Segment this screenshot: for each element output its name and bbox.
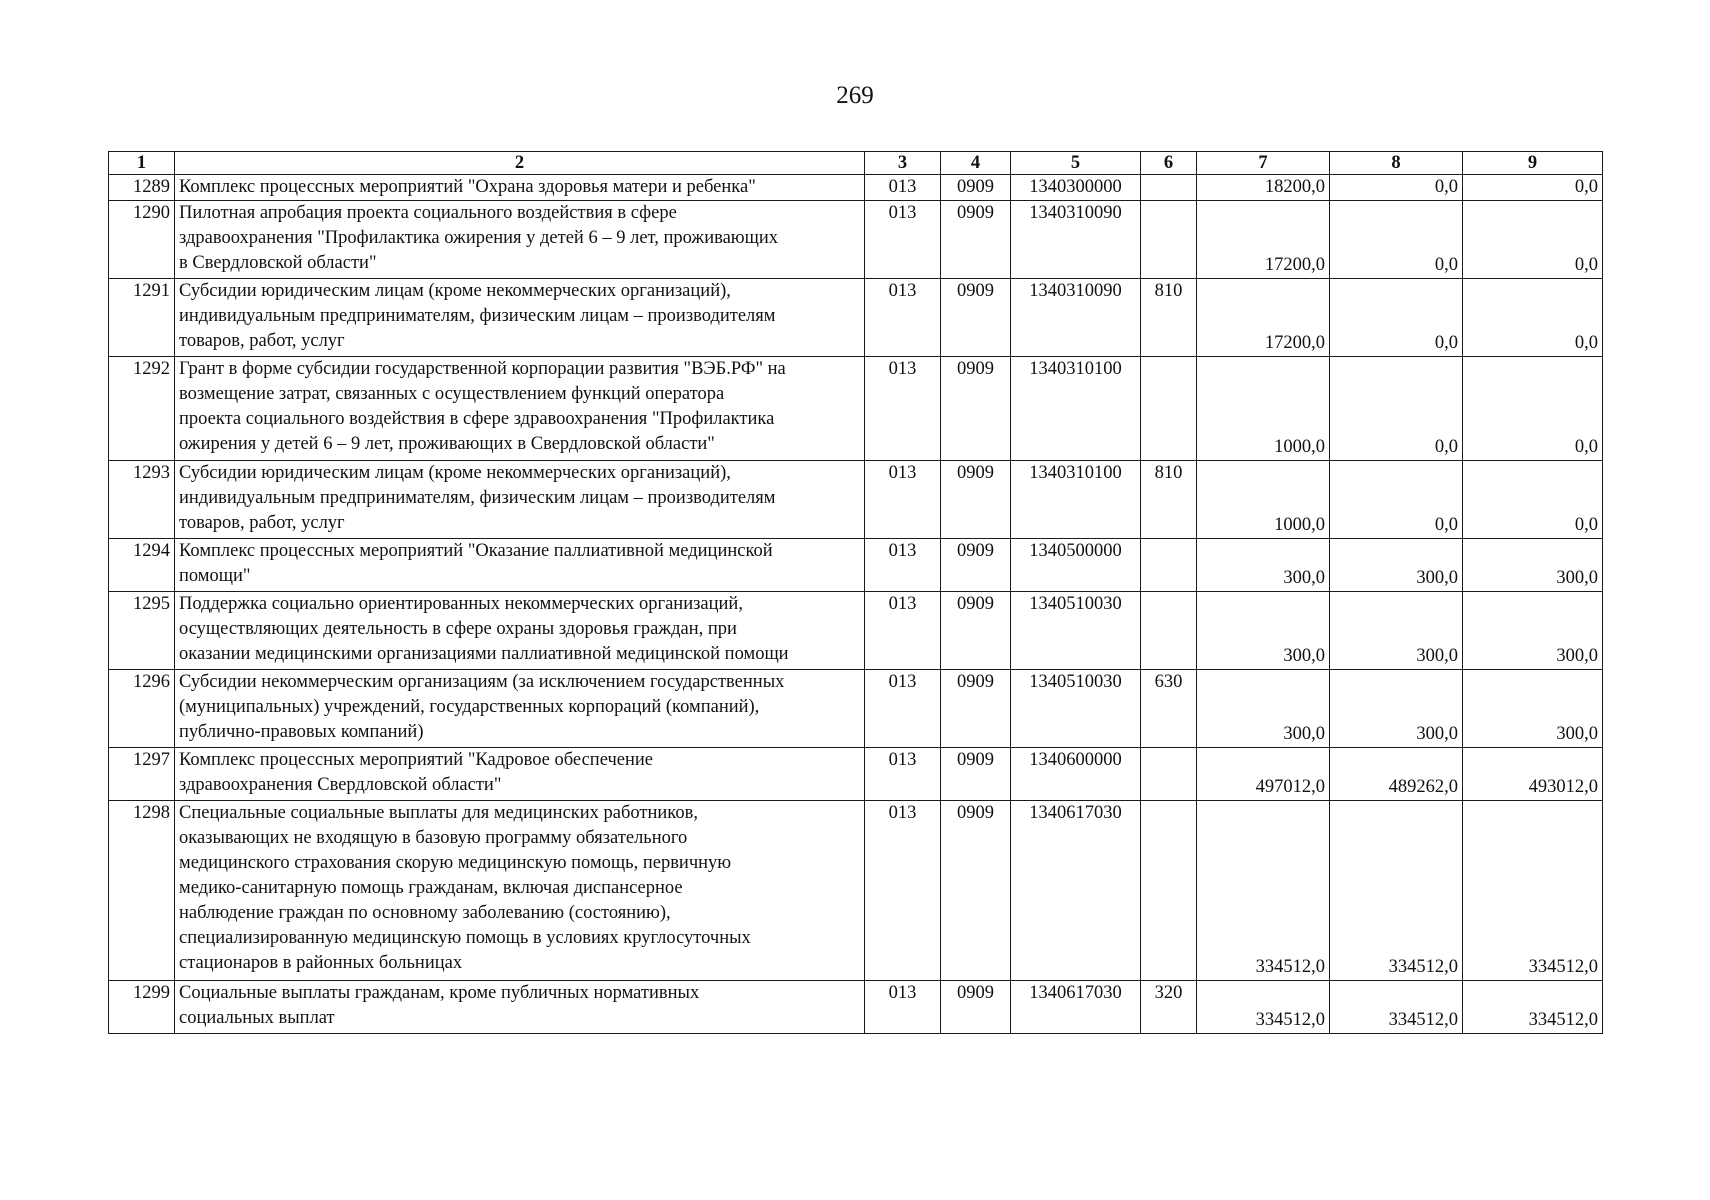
table-row	[109, 201, 1603, 279]
amount-year3-cell: 0,0	[1463, 175, 1603, 201]
section-code-cell: 0909	[941, 461, 1011, 539]
target-article-cell: 1340617030	[1011, 981, 1141, 1034]
section-code-cell: 0909	[941, 279, 1011, 357]
amount-year2-cell: 0,0	[1330, 357, 1463, 461]
column-header: 3	[865, 152, 941, 175]
row-number-cell: 1294	[109, 539, 175, 592]
row-number-cell: 1299	[109, 981, 175, 1034]
target-article-cell: 1340617030	[1011, 801, 1141, 981]
amount-year3-cell: 0,0	[1463, 357, 1603, 461]
description-cell: Пилотная апробация проекта социального воздействия в сфере здравоохранения "Профилактика ожирения у детей 6 – 9 лет, проживающих в Свердловской области"	[175, 201, 865, 279]
amount-year2-cell: 0,0	[1330, 461, 1463, 539]
expense-type-cell: 810	[1141, 461, 1197, 539]
amount-year2-cell: 0,0	[1330, 201, 1463, 279]
amount-year1-cell: 300,0	[1197, 539, 1330, 592]
amount-year3-cell: 0,0	[1463, 461, 1603, 539]
description-cell: Грант в форме субсидии государственной корпорации развития "ВЭБ.РФ" на возмещение затрат, связанных с осуществлением функций оператора проекта социального воздействия в сфере здравоохранения "Профилактика ожирения у детей 6 – 9 лет, проживающих в Свердловской области"	[175, 357, 865, 461]
target-article-cell: 1340310100	[1011, 461, 1141, 539]
admin-code-cell: 013	[865, 592, 941, 670]
section-code-cell: 0909	[941, 670, 1011, 748]
target-article-cell: 1340510030	[1011, 592, 1141, 670]
expense-type-cell: 320	[1141, 981, 1197, 1034]
description-cell: Субсидии юридическим лицам (кроме некоммерческих организаций), индивидуальным предпринимателям, физическим лицам – производителям товаров, работ, услуг	[175, 461, 865, 539]
row-number-cell: 1297	[109, 748, 175, 801]
description-cell: Комплекс процессных мероприятий "Кадровое обеспечение здравоохранения Свердловской области"	[175, 748, 865, 801]
column-header: 9	[1463, 152, 1603, 175]
expense-type-cell: 810	[1141, 279, 1197, 357]
target-article-cell: 1340600000	[1011, 748, 1141, 801]
header-row	[109, 152, 1603, 175]
column-header: 1	[109, 152, 175, 175]
admin-code-cell: 013	[865, 981, 941, 1034]
row-number-cell: 1298	[109, 801, 175, 981]
amount-year1-cell: 334512,0	[1197, 801, 1330, 981]
column-header: 8	[1330, 152, 1463, 175]
section-code-cell: 0909	[941, 357, 1011, 461]
amount-year2-cell: 300,0	[1330, 592, 1463, 670]
column-header: 2	[175, 152, 865, 175]
section-code-cell: 0909	[941, 748, 1011, 801]
row-number-cell: 1289	[109, 175, 175, 201]
admin-code-cell: 013	[865, 201, 941, 279]
admin-code-cell: 013	[865, 748, 941, 801]
amount-year3-cell: 0,0	[1463, 201, 1603, 279]
description-cell: Поддержка социально ориентированных некоммерческих организаций, осуществляющих деятельность в сфере охраны здоровья граждан, при оказании медицинскими организациями паллиативной медицинской помощи	[175, 592, 865, 670]
row-number-cell: 1291	[109, 279, 175, 357]
table-row	[109, 175, 1603, 201]
amount-year3-cell: 493012,0	[1463, 748, 1603, 801]
expense-type-cell	[1141, 801, 1197, 981]
table-row	[109, 981, 1603, 1034]
target-article-cell: 1340510030	[1011, 670, 1141, 748]
table-row	[109, 592, 1603, 670]
description-cell: Комплекс процессных мероприятий "Охрана здоровья матери и ребенка"	[175, 175, 865, 201]
amount-year2-cell: 300,0	[1330, 539, 1463, 592]
amount-year2-cell: 300,0	[1330, 670, 1463, 748]
admin-code-cell: 013	[865, 670, 941, 748]
section-code-cell: 0909	[941, 592, 1011, 670]
amount-year1-cell: 1000,0	[1197, 357, 1330, 461]
description-cell: Субсидии юридическим лицам (кроме некоммерческих организаций), индивидуальным предпринимателям, физическим лицам – производителям товаров, работ, услуг	[175, 279, 865, 357]
row-number-cell: 1290	[109, 201, 175, 279]
description-cell: Субсидии некоммерческим организациям (за исключением государственных (муниципальных) учреждений, государственных корпораций (компаний), публично-правовых компаний)	[175, 670, 865, 748]
table-row	[109, 461, 1603, 539]
table-row	[109, 670, 1603, 748]
column-header: 7	[1197, 152, 1330, 175]
target-article-cell: 1340310100	[1011, 357, 1141, 461]
amount-year3-cell: 300,0	[1463, 592, 1603, 670]
description-cell: Социальные выплаты гражданам, кроме публичных нормативных социальных выплат	[175, 981, 865, 1034]
target-article-cell: 1340300000	[1011, 175, 1141, 201]
amount-year2-cell: 334512,0	[1330, 981, 1463, 1034]
amount-year3-cell: 300,0	[1463, 670, 1603, 748]
amount-year3-cell: 334512,0	[1463, 981, 1603, 1034]
expense-type-cell	[1141, 357, 1197, 461]
expense-type-cell	[1141, 592, 1197, 670]
expense-type-cell	[1141, 748, 1197, 801]
expense-type-cell	[1141, 201, 1197, 279]
row-number-cell: 1293	[109, 461, 175, 539]
amount-year1-cell: 497012,0	[1197, 748, 1330, 801]
section-code-cell: 0909	[941, 539, 1011, 592]
row-number-cell: 1296	[109, 670, 175, 748]
amount-year2-cell: 0,0	[1330, 175, 1463, 201]
section-code-cell: 0909	[941, 981, 1011, 1034]
budget-table	[108, 151, 1603, 1034]
table-row	[109, 801, 1603, 981]
expense-type-cell	[1141, 175, 1197, 201]
admin-code-cell: 013	[865, 539, 941, 592]
expense-type-cell	[1141, 539, 1197, 592]
target-article-cell: 1340500000	[1011, 539, 1141, 592]
amount-year1-cell: 18200,0	[1197, 175, 1330, 201]
amount-year1-cell: 17200,0	[1197, 201, 1330, 279]
amount-year3-cell: 0,0	[1463, 279, 1603, 357]
amount-year3-cell: 334512,0	[1463, 801, 1603, 981]
section-code-cell: 0909	[941, 201, 1011, 279]
admin-code-cell: 013	[865, 801, 941, 981]
table-row	[109, 279, 1603, 357]
amount-year1-cell: 1000,0	[1197, 461, 1330, 539]
amount-year1-cell: 334512,0	[1197, 981, 1330, 1034]
row-number-cell: 1295	[109, 592, 175, 670]
amount-year2-cell: 489262,0	[1330, 748, 1463, 801]
admin-code-cell: 013	[865, 175, 941, 201]
amount-year1-cell: 300,0	[1197, 592, 1330, 670]
description-cell: Комплекс процессных мероприятий "Оказание паллиативной медицинской помощи"	[175, 539, 865, 592]
expense-type-cell: 630	[1141, 670, 1197, 748]
column-header: 6	[1141, 152, 1197, 175]
page-number: 269	[836, 82, 874, 109]
table-row	[109, 748, 1603, 801]
row-number-cell: 1292	[109, 357, 175, 461]
amount-year2-cell: 334512,0	[1330, 801, 1463, 981]
amount-year1-cell: 17200,0	[1197, 279, 1330, 357]
table-row	[109, 539, 1603, 592]
target-article-cell: 1340310090	[1011, 279, 1141, 357]
table-row	[109, 357, 1603, 461]
admin-code-cell: 013	[865, 461, 941, 539]
column-header: 5	[1011, 152, 1141, 175]
description-cell: Специальные социальные выплаты для медицинских работников, оказывающих не входящую в базовую программу обязательного медицинского страхования скорую медицинскую помощь, первичную медико-санитарную помощь гражданам, включая диспансерное наблюдение граждан по основному заболеванию (состоянию), специализированную медицинскую помощь в условиях круглосуточных стационаров в районных больницах	[175, 801, 865, 981]
target-article-cell: 1340310090	[1011, 201, 1141, 279]
amount-year1-cell: 300,0	[1197, 670, 1330, 748]
amount-year3-cell: 300,0	[1463, 539, 1603, 592]
amount-year2-cell: 0,0	[1330, 279, 1463, 357]
section-code-cell: 0909	[941, 175, 1011, 201]
column-header: 4	[941, 152, 1011, 175]
admin-code-cell: 013	[865, 279, 941, 357]
admin-code-cell: 013	[865, 357, 941, 461]
section-code-cell: 0909	[941, 801, 1011, 981]
